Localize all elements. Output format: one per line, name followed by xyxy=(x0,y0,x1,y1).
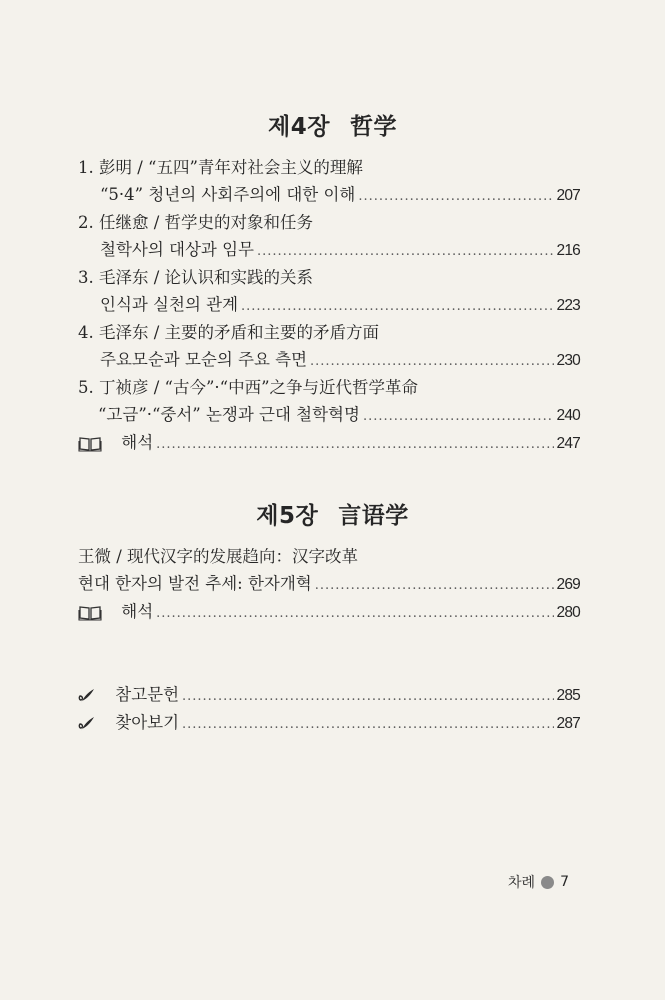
entry-original-title: 彭明 / “五四”青年对社会主义的理解 xyxy=(99,158,363,177)
open-book-icon xyxy=(78,605,102,621)
page-number: 240 xyxy=(556,407,580,424)
chapter-5-subject: 言语学 xyxy=(338,503,409,529)
page-number: 287 xyxy=(556,715,580,732)
toc-entry-link[interactable] xyxy=(100,295,580,317)
toc-entry-link[interactable] xyxy=(76,405,580,427)
entry-number: 4. xyxy=(78,323,94,342)
entry-korean-title: 현대 한자의 발전 추세: 한자개혁 xyxy=(78,574,312,593)
chapter-4-heading xyxy=(0,108,665,141)
dot-leader xyxy=(156,604,553,624)
dot-leader xyxy=(358,187,553,207)
chapter-4-number: 제4장 xyxy=(268,114,330,140)
entry-original-title: 毛泽东 / 论认识和实践的关系 xyxy=(99,268,314,287)
toc-index-link[interactable] xyxy=(78,713,580,735)
entry-korean-title: “5·4” 청년의 사회주의에 대한 이해 xyxy=(100,185,356,204)
toc-entry-title xyxy=(78,323,379,343)
entry-original-title: 任继愈 / 哲学史的对象和任务 xyxy=(99,213,314,232)
dot-leader xyxy=(156,435,553,455)
footer-page-number: 7 xyxy=(560,874,569,890)
toc-entry-link[interactable] xyxy=(100,350,580,372)
entry-korean-title: 주요모순과 모순의 주요 측면 xyxy=(100,350,308,369)
entry-number: 2. xyxy=(78,213,94,232)
quill-icon xyxy=(78,715,98,733)
page-number: 223 xyxy=(556,297,580,314)
page-number: 280 xyxy=(556,604,580,621)
toc-entry-title xyxy=(78,378,418,398)
entry-korean-title: 인식과 실천의 관계 xyxy=(100,295,239,314)
toc-entry-link[interactable] xyxy=(78,574,580,596)
open-book-icon xyxy=(78,436,102,452)
notes-label: 해석 xyxy=(121,433,154,452)
dot-leader xyxy=(182,687,554,707)
entry-korean-title: 철학사의 대상과 임무 xyxy=(100,240,254,259)
appendix-entry xyxy=(78,713,179,733)
toc-entry-title xyxy=(78,547,358,567)
dot-leader xyxy=(310,352,554,372)
entry-original-title: 王微 / 现代汉字的发展趋向：汉字改革 xyxy=(78,547,359,566)
page-footer xyxy=(508,872,569,892)
appendix-entry xyxy=(78,685,179,705)
appendix-label: 찾아보기 xyxy=(115,713,180,732)
page-number: 247 xyxy=(556,435,580,452)
entry-korean-title: “고금”·“중서” 논쟁과 근대 철학혁명 xyxy=(98,405,360,424)
entry-number: 3. xyxy=(78,268,94,287)
toc-notes-link[interactable] xyxy=(78,433,580,455)
entry-number: 5. xyxy=(78,378,94,397)
toc-references-link[interactable] xyxy=(78,685,580,707)
page-number: 207 xyxy=(556,187,580,204)
notes-entry xyxy=(78,433,153,453)
page-number: 269 xyxy=(556,576,580,593)
dot-leader xyxy=(241,297,554,317)
dot-leader xyxy=(257,242,554,262)
chapter-4-subject: 哲学 xyxy=(349,114,397,140)
page-number: 285 xyxy=(556,687,580,704)
toc-entry-title xyxy=(78,268,313,288)
toc-entry-title xyxy=(78,158,363,178)
chapter-5-heading xyxy=(0,497,665,530)
entry-original-title: 丁祯彦 / “古今”·“中西”之争与近代哲学革命 xyxy=(99,378,419,397)
footer-label: 차례 xyxy=(508,875,536,891)
toc-entry-title xyxy=(78,213,313,233)
toc-entry-link[interactable] xyxy=(100,185,580,207)
entry-original-title: 毛泽东 / 主要的矛盾和主要的矛盾方面 xyxy=(99,323,380,342)
dot-leader xyxy=(315,576,554,596)
page-number: 230 xyxy=(556,352,580,369)
page-number: 216 xyxy=(556,242,580,259)
toc-entry-link[interactable] xyxy=(100,240,580,262)
footer-dot-icon xyxy=(541,876,554,889)
dot-leader xyxy=(182,715,554,735)
dot-leader xyxy=(363,407,554,427)
entry-number: 1. xyxy=(78,158,94,177)
toc-notes-link[interactable] xyxy=(78,602,580,624)
appendix-label: 참고문헌 xyxy=(115,685,180,704)
quill-icon xyxy=(78,687,98,705)
notes-entry xyxy=(78,602,153,622)
chapter-5-number: 제5장 xyxy=(256,503,319,529)
notes-label: 해석 xyxy=(121,602,154,621)
